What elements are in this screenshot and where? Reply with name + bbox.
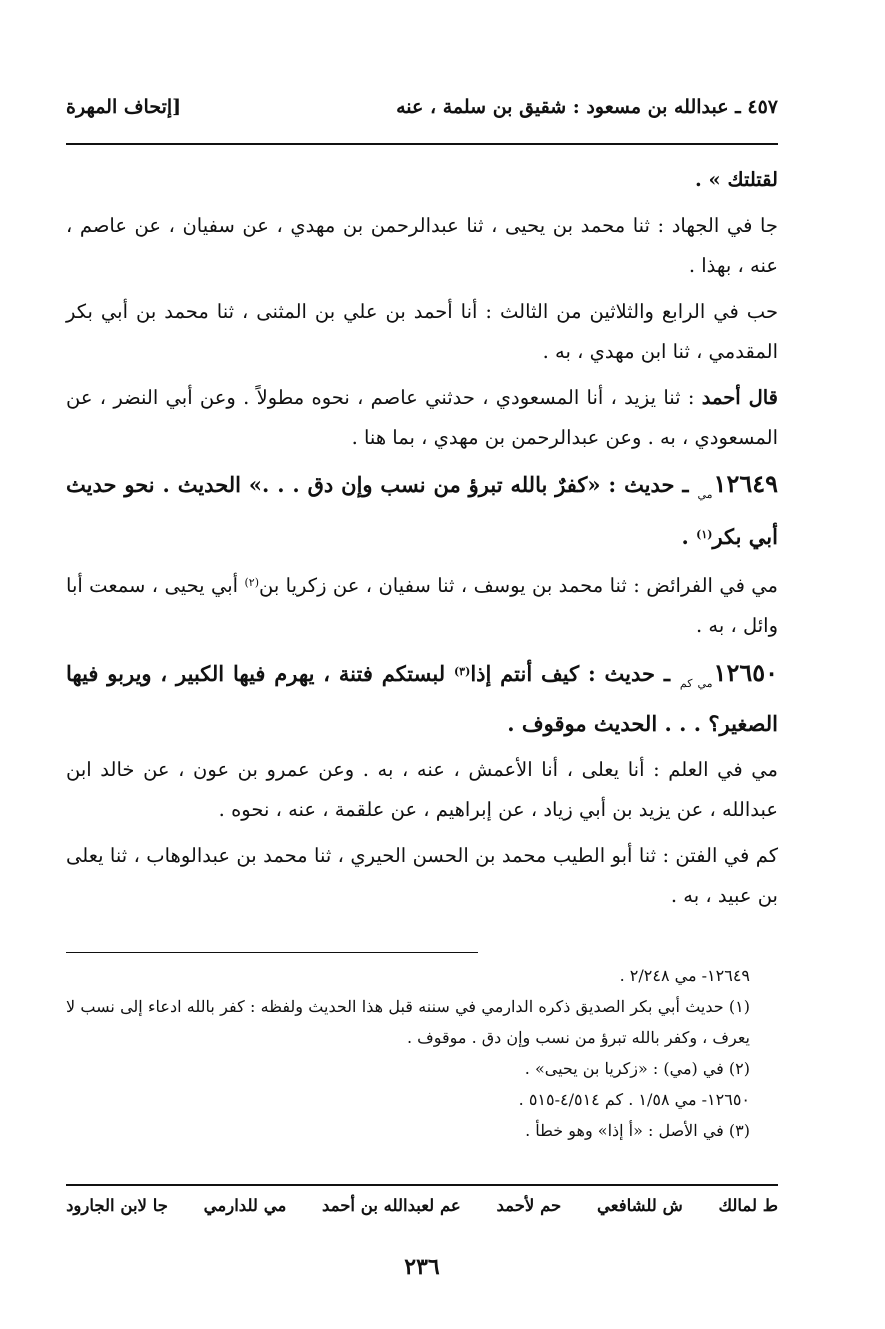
hadith-text: ـ حديث : كيف أنتم إذا bbox=[470, 661, 679, 686]
ahmad-lead: قال أحمد bbox=[701, 386, 779, 409]
header-rule bbox=[66, 143, 778, 145]
footnote-source-12649: ١٢٦٤٩- مي ٢/٢٤٨ . bbox=[619, 966, 750, 985]
paragraph-hakim-fitan: كم في الفتن : ثنا أبو الطيب محمد بن الحسن الحيري ، ثنا محمد بن عبدالوهاب ، ثنا يعلى بن عبيد ، به . bbox=[66, 844, 778, 907]
footnotes-rule bbox=[66, 952, 478, 953]
hadith-text: ـ حديث : «كفرٌ بالله تبرؤ من نسب وإن دق . . .» الحديث . نحو حديث أبي بكر bbox=[66, 472, 778, 549]
header-book-title: [إتحاف المهرة bbox=[66, 96, 182, 118]
running-header bbox=[66, 96, 778, 126]
header-title: ٤٥٧ ـ عبدالله بن مسعود : شقيق بن سلمة ، عنه bbox=[396, 96, 778, 118]
abbreviation-item: ط لمالك bbox=[718, 1196, 778, 1215]
darimi-faraid-b: أبي يحيى ، سمعت أبا وائل ، به . bbox=[66, 574, 778, 637]
abbreviation-item: جا لابن الجارود bbox=[66, 1196, 168, 1215]
footnote-1: (١) حديث أبي بكر الصديق ذكره الدارمي في سننه قبل هذا الحديث ولفظه : كفر بالله ادعاء إلى نسب لا يعرف ، وكفر بالله تبرؤ من نسب وإن دق . موقوف . bbox=[66, 997, 750, 1047]
ahmad-text: : ثنا يزيد ، أنا المسعودي ، حدثني عاصم ، نحوه مطولاً . وعن أبي النضر ، عن المسعودي ، به . وعن عبدالرحمن بن مهدي ، بما هنا . bbox=[66, 386, 778, 449]
page bbox=[66, 0, 778, 1329]
footnotes bbox=[66, 960, 778, 1146]
footnote-source-12650: ١٢٦٥٠- مي ١/٥٨ . كم ٤/٥١٤-٥١٥ . bbox=[518, 1090, 750, 1109]
paragraph-hibban: حب في الرابع والثلاثين من الثالث : أنا أحمد بن علي بن المثنى ، ثنا محمد بن أبي بكر المقدمي ، ثنا ابن مهدي ، به . bbox=[66, 300, 778, 363]
paragraph-jarud: جا في الجهاد : ثنا محمد بن يحيى ، ثنا عبدالرحمن بن مهدي ، عن سفيان ، عن عاصم ، عنه ، بهذا . bbox=[66, 214, 778, 277]
main-text bbox=[66, 160, 778, 922]
darimi-faraid-a: مي في الفرائض : ثنا محمد بن يوسف ، ثنا سفيان ، عن زكريا بن bbox=[259, 574, 778, 597]
abbreviation-item: عم لعبدالله بن أحمد bbox=[322, 1196, 461, 1215]
hadith-number: ١٢٦٤٩ bbox=[713, 469, 778, 498]
hadith-text-end: . bbox=[681, 524, 697, 549]
footnote-2: (٢) في (مي) : «زكريا بن يحيى» . bbox=[524, 1059, 750, 1078]
hadith-text-b: لبستكم فتنة ، يهرم فيها الكبير ، ويربو فيها الصغير؟ . . . الحديث موقوف . bbox=[66, 661, 778, 736]
abbreviations-key bbox=[66, 1196, 778, 1215]
footnote-ref: (٣) bbox=[453, 665, 471, 678]
abbreviations-rule bbox=[66, 1184, 778, 1186]
abbreviation-item: حم لأحمد bbox=[496, 1196, 562, 1215]
paragraph-ahmad bbox=[66, 378, 778, 458]
hadith-12649 bbox=[66, 464, 778, 557]
hadith-number: ١٢٦٥٠ bbox=[713, 658, 778, 687]
footnote-3: (٣) في الأصل : «أ إذا» وهو خطأ . bbox=[525, 1121, 750, 1140]
paragraph-darimi-ilm: مي في العلم : أنا يعلى ، أنا الأعمش ، عنه ، به . وعن عمرو بن عون ، عن خالد ابن عبدالله ، عن يزيد بن أبي زياد ، عن إبراهيم ، عن علقمة ، عنه ، نحوه . bbox=[66, 758, 778, 821]
page-number: ٢٣٦ bbox=[404, 1254, 440, 1280]
abbreviation-item: مي للدارمي bbox=[203, 1196, 287, 1215]
hadith-12650 bbox=[66, 652, 778, 744]
paragraph-continuation: لقتلتك » . bbox=[694, 168, 778, 191]
hadith-sigla: مي bbox=[697, 488, 713, 501]
paragraph-darimi-faraid bbox=[66, 563, 778, 646]
hadith-sigla: مي كم bbox=[679, 677, 713, 690]
abbreviation-item: ش للشافعي bbox=[597, 1196, 683, 1215]
footnote-ref: (٢) bbox=[244, 576, 260, 589]
footnote-ref: (١) bbox=[696, 528, 713, 541]
